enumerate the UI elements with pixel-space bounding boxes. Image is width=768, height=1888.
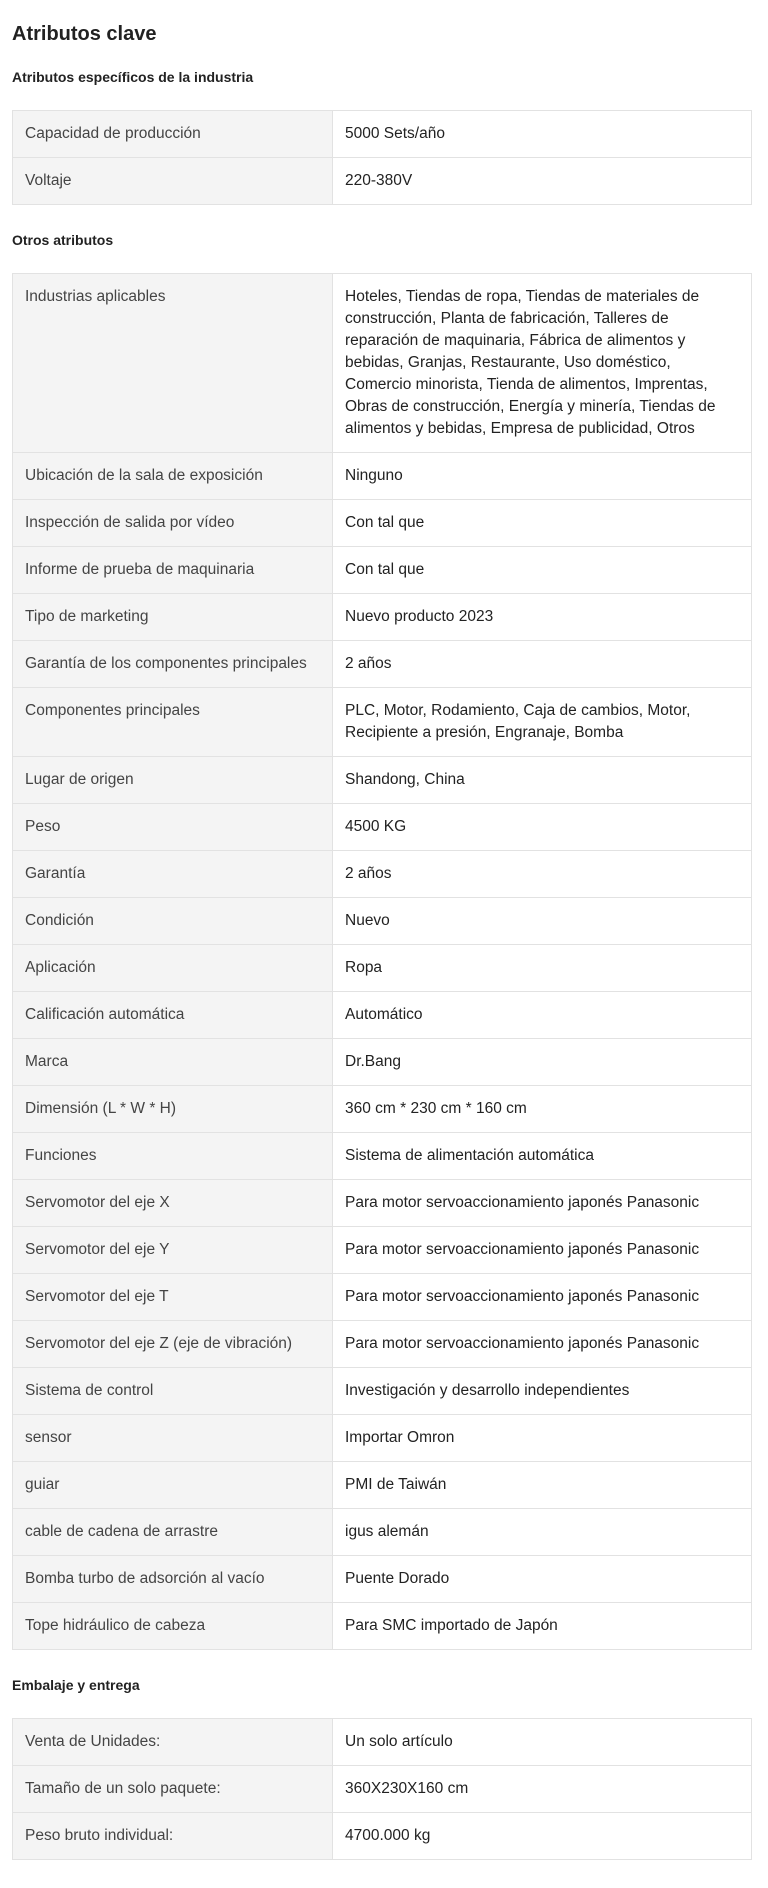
attribute-value: PMI de Taiwán xyxy=(333,1462,752,1509)
attribute-name: Sistema de control xyxy=(13,1368,333,1415)
attribute-value: PLC, Motor, Rodamiento, Caja de cambios, Motor, Recipiente a presión, Engranaje, Bomba xyxy=(333,688,752,757)
attribute-value: Importar Omron xyxy=(333,1415,752,1462)
table-row xyxy=(13,1603,752,1650)
table-row xyxy=(13,1813,752,1860)
attribute-name: Servomotor del eje Y xyxy=(13,1227,333,1274)
attribute-name: Condición xyxy=(13,898,333,945)
table-row xyxy=(13,1180,752,1227)
attribute-name: Peso xyxy=(13,804,333,851)
attribute-value: igus alemán xyxy=(333,1509,752,1556)
attribute-value: Dr.Bang xyxy=(333,1039,752,1086)
attribute-name: guiar xyxy=(13,1462,333,1509)
attribute-value: Para motor servoaccionamiento japonés Panasonic xyxy=(333,1321,752,1368)
attribute-name: Aplicación xyxy=(13,945,333,992)
attribute-name: Calificación automática xyxy=(13,992,333,1039)
attribute-value: Con tal que xyxy=(333,500,752,547)
table-row xyxy=(13,898,752,945)
attribute-name: Garantía de los componentes principales xyxy=(13,641,333,688)
attribute-value: 5000 Sets/año xyxy=(333,111,752,158)
table-row xyxy=(13,1766,752,1813)
page-title: Atributos clave xyxy=(12,23,157,45)
table-row xyxy=(13,757,752,804)
attribute-name: Voltaje xyxy=(13,158,333,205)
table-row xyxy=(13,1556,752,1603)
attribute-value: Para motor servoaccionamiento japonés Panasonic xyxy=(333,1180,752,1227)
attribute-name: Tipo de marketing xyxy=(13,594,333,641)
table-row xyxy=(13,547,752,594)
attribute-name: Venta de Unidades: xyxy=(13,1719,333,1766)
attribute-value: 220-380V xyxy=(333,158,752,205)
attribute-name: Funciones xyxy=(13,1133,333,1180)
sections-container xyxy=(12,68,756,1860)
table-row xyxy=(13,1368,752,1415)
table-row xyxy=(13,1227,752,1274)
attribute-name: Dimensión (L * W * H) xyxy=(13,1086,333,1133)
attribute-value: 2 años xyxy=(333,851,752,898)
attribute-value: Ropa xyxy=(333,945,752,992)
table-row xyxy=(13,1133,752,1180)
attribute-value: Con tal que xyxy=(333,547,752,594)
attributes-table xyxy=(12,273,752,1650)
table-row xyxy=(13,945,752,992)
attribute-name: Tamaño de un solo paquete: xyxy=(13,1766,333,1813)
table-row xyxy=(13,992,752,1039)
attribute-value: 360 cm * 230 cm * 160 cm xyxy=(333,1086,752,1133)
table-row xyxy=(13,1462,752,1509)
attribute-value: Ninguno xyxy=(333,453,752,500)
attribute-value: Investigación y desarrollo independientes xyxy=(333,1368,752,1415)
attribute-name: sensor xyxy=(13,1415,333,1462)
attribute-name: Inspección de salida por vídeo xyxy=(13,500,333,547)
table-row xyxy=(13,1509,752,1556)
attribute-name: Ubicación de la sala de exposición xyxy=(13,453,333,500)
section-title: Atributos específicos de la industria xyxy=(12,69,254,85)
table-row xyxy=(13,500,752,547)
attribute-name: Servomotor del eje X xyxy=(13,1180,333,1227)
attribute-value: Para motor servoaccionamiento japonés Panasonic xyxy=(333,1227,752,1274)
table-row xyxy=(13,111,752,158)
attribute-name: Bomba turbo de adsorción al vacío xyxy=(13,1556,333,1603)
attribute-value: Shandong, China xyxy=(333,757,752,804)
attribute-name: cable de cadena de arrastre xyxy=(13,1509,333,1556)
table-row xyxy=(13,453,752,500)
table-row xyxy=(13,1086,752,1133)
attribute-name: Marca xyxy=(13,1039,333,1086)
table-row xyxy=(13,1719,752,1766)
attribute-name: Capacidad de producción xyxy=(13,111,333,158)
attribute-name: Informe de prueba de maquinaria xyxy=(13,547,333,594)
table-row xyxy=(13,1039,752,1086)
table-row xyxy=(13,804,752,851)
attribute-value: Para SMC importado de Japón xyxy=(333,1603,752,1650)
attribute-value: Puente Dorado xyxy=(333,1556,752,1603)
table-row xyxy=(13,1274,752,1321)
attribute-value: 2 años xyxy=(333,641,752,688)
attributes-table xyxy=(12,110,752,205)
attribute-value: Nuevo producto 2023 xyxy=(333,594,752,641)
attribute-name: Garantía xyxy=(13,851,333,898)
attribute-value: 4700.000 kg xyxy=(333,1813,752,1860)
attribute-name: Lugar de origen xyxy=(13,757,333,804)
attribute-value: Automático xyxy=(333,992,752,1039)
attribute-name: Industrias aplicables xyxy=(13,274,333,453)
attribute-name: Componentes principales xyxy=(13,688,333,757)
table-row xyxy=(13,851,752,898)
table-row xyxy=(13,1415,752,1462)
attribute-value: 4500 KG xyxy=(333,804,752,851)
table-row xyxy=(13,1321,752,1368)
section-title: Embalaje y entrega xyxy=(12,1677,140,1693)
attribute-name: Peso bruto individual: xyxy=(13,1813,333,1860)
attribute-name: Servomotor del eje T xyxy=(13,1274,333,1321)
table-row xyxy=(13,158,752,205)
attributes-table xyxy=(12,1718,752,1860)
attribute-value: 360X230X160 cm xyxy=(333,1766,752,1813)
attribute-name: Tope hidráulico de cabeza xyxy=(13,1603,333,1650)
table-row xyxy=(13,274,752,453)
attribute-value: Sistema de alimentación automática xyxy=(333,1133,752,1180)
table-row xyxy=(13,688,752,757)
attribute-value: Para motor servoaccionamiento japonés Panasonic xyxy=(333,1274,752,1321)
table-row xyxy=(13,641,752,688)
table-row xyxy=(13,594,752,641)
attribute-name: Servomotor del eje Z (eje de vibración) xyxy=(13,1321,333,1368)
section-title: Otros atributos xyxy=(12,232,114,248)
attribute-value: Nuevo xyxy=(333,898,752,945)
attribute-value: Hoteles, Tiendas de ropa, Tiendas de materiales de construcción, Planta de fabricación, Talleres de reparación de maquinaria, Fábrica de alimentos y bebidas, Granjas, Restaurante, Uso doméstico, Comercio minorista, Tienda de alimentos, Imprentas, Obras de construcción, Energía y minería, Tiendas de alimentos y bebidas, Empresa de publicidad, Otros xyxy=(333,274,752,453)
attribute-value: Un solo artículo xyxy=(333,1719,752,1766)
